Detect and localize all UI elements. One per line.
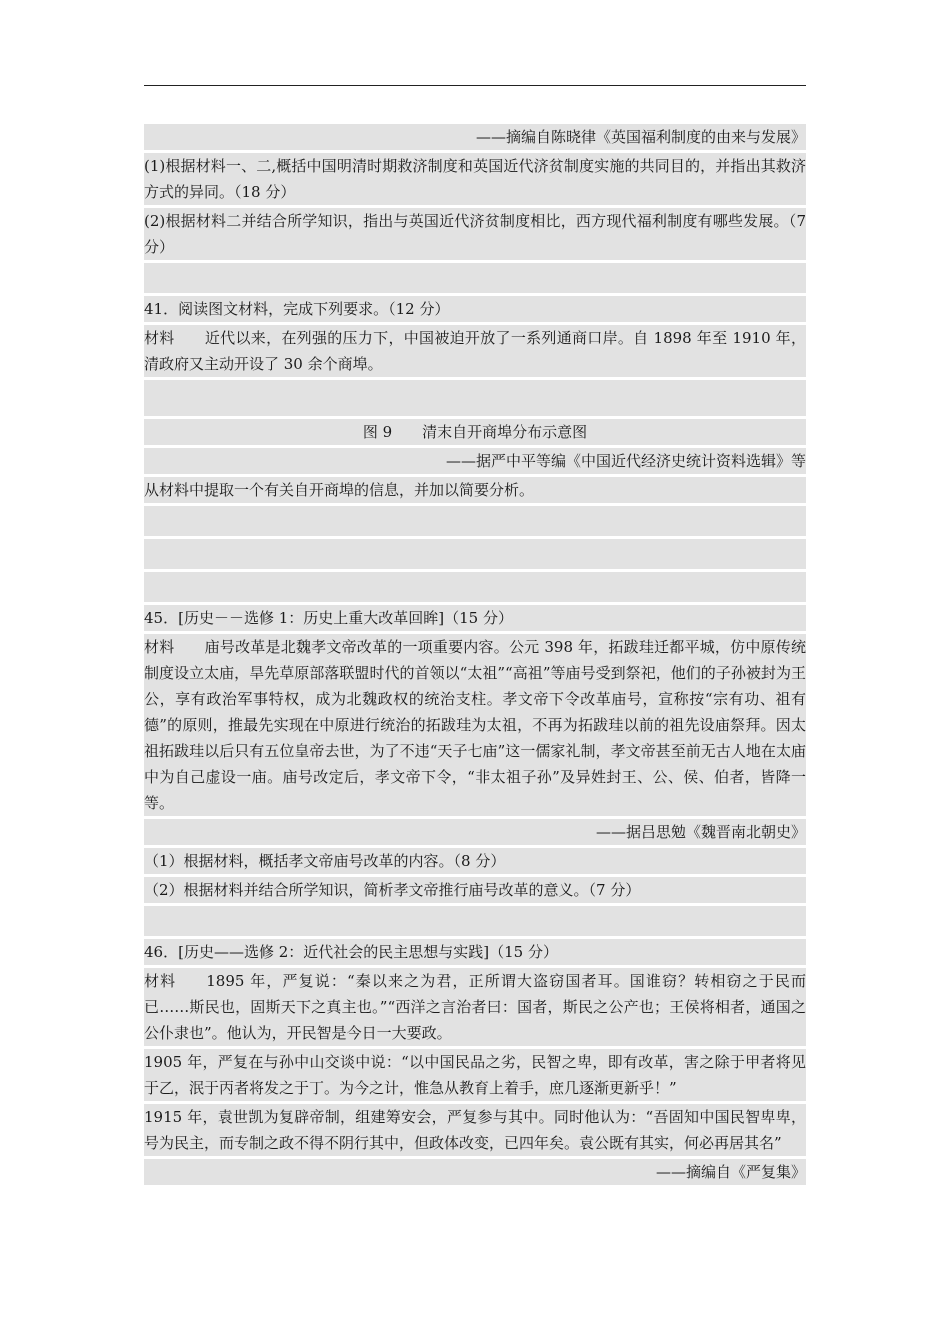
q46-para3: 1915 年，袁世凯为复辟帝制，组建筹安会，严复参与其中。同时他认为：“吾固知中国民智卑卑，号为民主，而专制之政不得不阴行其中，但政体改变，已四年矣。袁公既有其实，何必再居其名” — [144, 1104, 806, 1156]
header-rule — [144, 85, 806, 86]
q45-sub2: （2）根据材料并结合所学知识，简析孝文帝推行庙号改革的意义。（7 分） — [144, 877, 806, 903]
figure-caption: 图 9 清末自开商埠分布示意图 — [144, 419, 806, 445]
material-label: 材料 — [144, 972, 177, 990]
q46-para2: 1905 年，严复在与孙中山交谈中说：“以中国民品之劣，民智之卑，即有改革，害之除于甲者将见于乙，泯于丙者将发之于丁。为今之计，惟急从教育上着手，庶几逐渐更新乎！” — [144, 1049, 806, 1101]
q41-material — [144, 325, 806, 377]
answer-space — [144, 539, 806, 569]
answer-space — [144, 506, 806, 536]
q45-material — [144, 634, 806, 816]
figure-source: ——据严中平等编《中国近代经济史统计资料选辑》等 — [144, 448, 806, 474]
q46-title: 46．[历史——选修 2：近代社会的民主思想与实践]（15 分） — [144, 939, 806, 965]
answer-space — [144, 572, 806, 602]
material-label: 材料 — [144, 638, 175, 656]
answer-space — [144, 263, 806, 293]
q46-para1 — [144, 968, 806, 1046]
q41-title: 41．阅读图文材料，完成下列要求。（12 分） — [144, 296, 806, 322]
figure-space — [144, 380, 806, 416]
material-label: 材料 — [144, 329, 175, 347]
q45-title: 45．[历史－－选修 1：历史上重大改革回眸]（15 分） — [144, 605, 806, 631]
document-page — [144, 124, 806, 1188]
q46-source: ——摘编自《严复集》 — [144, 1159, 806, 1185]
answer-space — [144, 906, 806, 936]
q41-task: 从材料中提取一个有关自开商埠的信息，并加以简要分析。 — [144, 477, 806, 503]
q40-sub1: (1)根据材料一、二,概括中国明清时期救济制度和英国近代济贫制度实施的共同目的，并指出其救济方式的异同。（18 分） — [144, 153, 806, 205]
q45-material-text: 庙号改革是北魏孝文帝改革的一项重要内容。公元 398 年，拓跋珪迁都平城，仿中原传统制度设立太庙，旱先草原部落联盟时代的首领以“太祖”“高祖”等庙号受到祭祀，他们的子孙被封为王公，享有政治军事特权，成为北魏政权的统治支柱。孝文帝下令改革庙号，宣称按“宗有功、祖有德”的原则，推最先实现在中原进行统治的拓跋珪为太祖，不再为拓跋珪以前的祖先设庙祭拜。因太祖拓跋珪以后只有五位皇帝去世，为了不违“天子七庙”这一儒家礼制，孝文帝甚至前无古人地在太庙中为自己虚设一庙。庙号改定后，孝文帝下令，“非太祖子孙”及异姓封王、公、侯、伯者，皆降一等。 — [144, 638, 806, 812]
q45-sub1: （1）根据材料，概括孝文帝庙号改革的内容。（8 分） — [144, 848, 806, 874]
q46-para1-text: 1895 年，严复说：“秦以来之为君，正所谓大盗窃国者耳。国谁窃？转相窃之于民而已……斯民也，固斯天下之真主也。”“西洋之言治者曰：国者，斯民之公产也；王侯将相者，通国之公仆隶也”。他认为，开民智是今日一大要政。 — [144, 972, 806, 1042]
q40-sub2: (2)根据材料二并结合所学知识，指出与英国近代济贫制度相比，西方现代福利制度有哪些发展。（7 分） — [144, 208, 806, 260]
q40-source: ——摘编自陈晓律《英国福利制度的由来与发展》 — [144, 124, 806, 150]
q45-source: ——据吕思勉《魏晋南北朝史》 — [144, 819, 806, 845]
q41-material-text: 近代以来，在列强的压力下，中国被迫开放了一系列通商口岸。自 1898 年至 1910 年，清政府又主动开设了 30 余个商埠。 — [144, 329, 806, 373]
